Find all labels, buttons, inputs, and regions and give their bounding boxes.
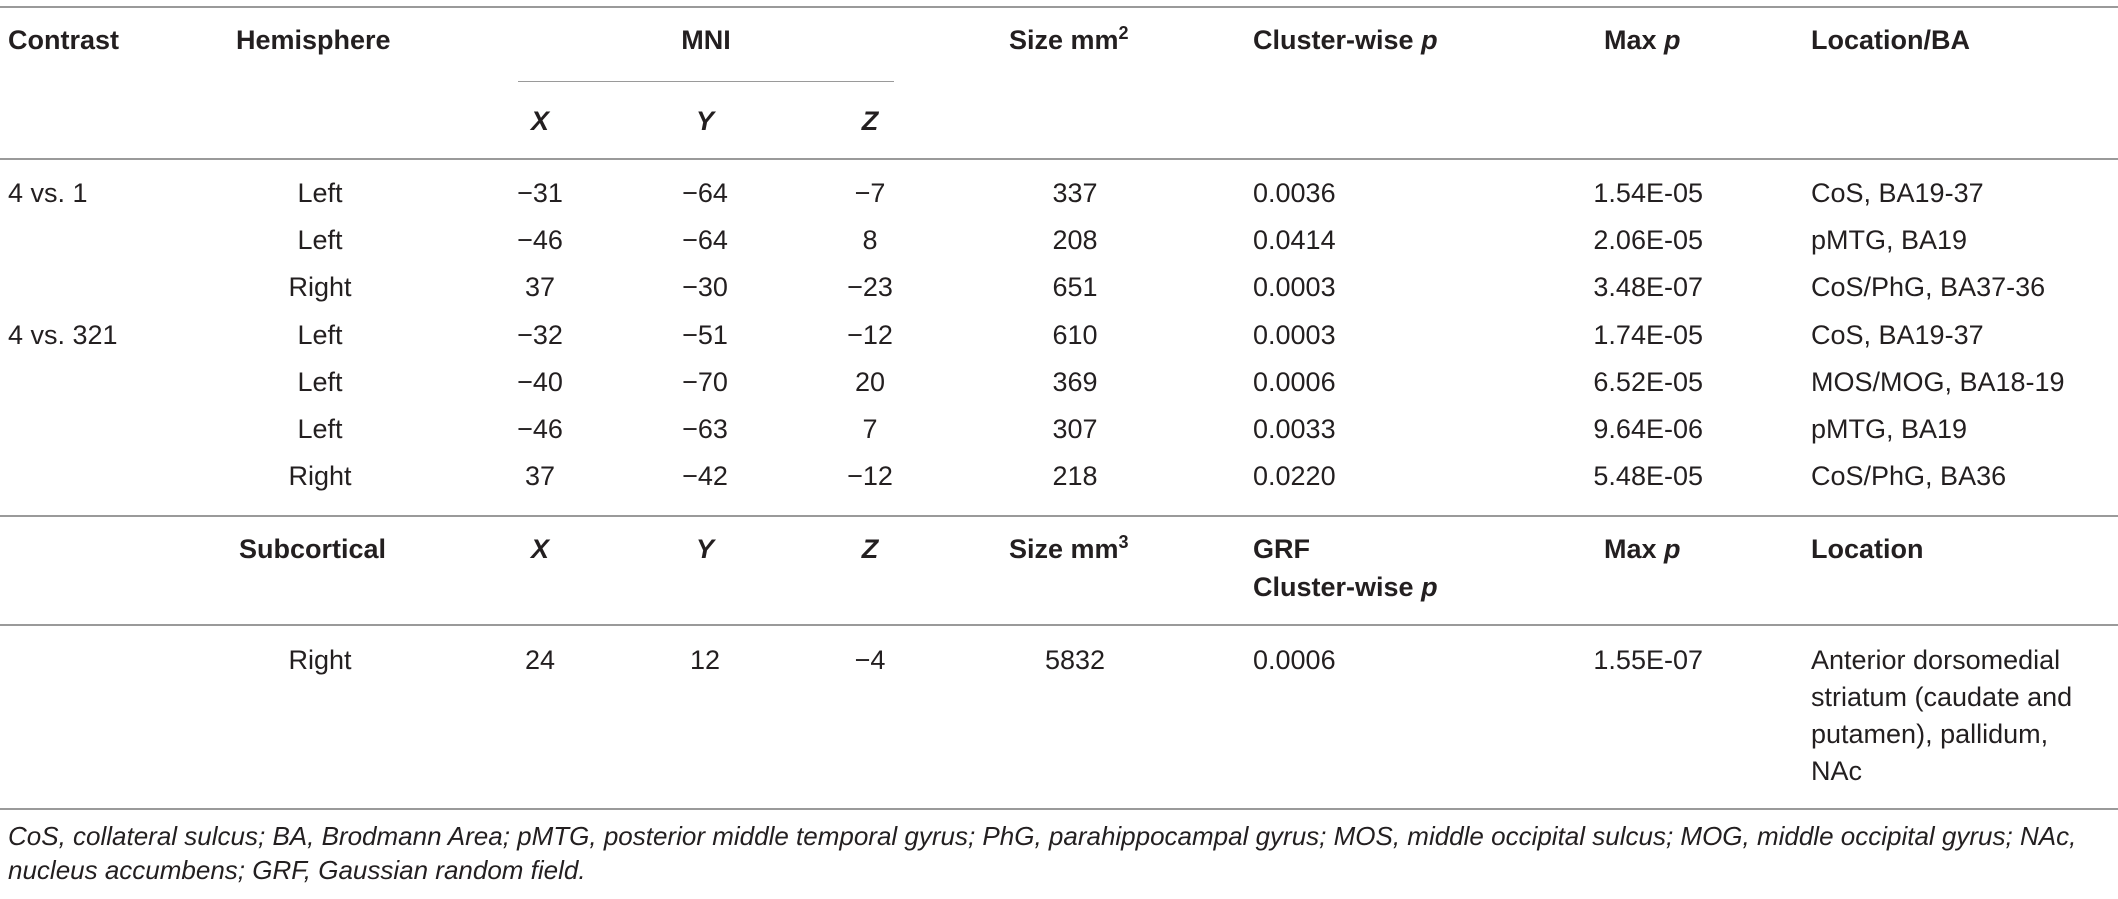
cell-hemisphere: Right xyxy=(288,272,352,302)
subheader-cluster-p xyxy=(1253,570,1438,604)
header-bottom-rule xyxy=(0,158,2118,160)
subheader-grf: GRF xyxy=(1253,534,1310,564)
subheader-cluster-p-label: Cluster-wise xyxy=(1253,572,1414,602)
header-z: Z xyxy=(861,106,879,136)
subheader-size-label: Size mm xyxy=(1009,534,1119,564)
subheader-size-sup: 3 xyxy=(1118,532,1129,552)
cell-size: 208 xyxy=(1052,225,1098,255)
cell-z: −7 xyxy=(854,178,886,208)
cell-hemisphere: Left xyxy=(297,178,343,208)
cell-location: CoS/PhG, BA37-36 xyxy=(1811,272,2046,302)
cell-y: −63 xyxy=(682,414,728,444)
cell-size: 651 xyxy=(1052,272,1098,302)
header-hemisphere: Hemisphere xyxy=(236,25,391,55)
subheader-z: Z xyxy=(861,534,879,564)
cell-z: −12 xyxy=(847,320,893,350)
header-mni: MNI xyxy=(681,25,731,55)
cell-cluster-p: 0.0003 xyxy=(1253,272,1336,302)
cell-hemisphere: Left xyxy=(297,414,343,444)
cell-z: 7 xyxy=(862,414,878,444)
subheader-x: X xyxy=(530,534,550,564)
location-line: Anterior dorsomedial xyxy=(1811,645,2061,675)
subrow-z: −4 xyxy=(854,645,886,675)
table-footnote: CoS, collateral sulcus; BA, Brodmann Area; pMTG, posterior middle temporal gyrus; PhG, parahippocampal gyrus; MOS, middle occipital sulcus; MOG, middle occipital gyrus; NAc, nucleus accumbens; GRF, Gaussian random field. xyxy=(8,821,2077,885)
header-y: Y xyxy=(695,106,715,136)
cell-cluster-p: 0.0414 xyxy=(1253,225,1336,255)
cell-y: −64 xyxy=(682,225,728,255)
cell-cluster-p: 0.0220 xyxy=(1253,461,1336,491)
subheader-size xyxy=(1009,532,1129,566)
cell-y: −30 xyxy=(682,272,728,302)
header-cluster-p xyxy=(1253,23,1438,57)
subheader-location: Location xyxy=(1811,534,1924,564)
cell-size: 369 xyxy=(1052,367,1098,397)
cell-size: 218 xyxy=(1052,461,1098,491)
cell-contrast: 4 vs. 1 xyxy=(8,178,88,208)
subheader-subcortical: Subcortical xyxy=(239,534,387,564)
location-line: putamen), pallidum, xyxy=(1811,719,2049,749)
cell-max-p: 5.48E-05 xyxy=(1593,461,1703,491)
cell-size: 307 xyxy=(1052,414,1098,444)
cell-x: −31 xyxy=(517,178,563,208)
header-max-p xyxy=(1604,23,1681,57)
cell-cluster-p: 0.0033 xyxy=(1253,414,1336,444)
cell-max-p: 6.52E-05 xyxy=(1593,367,1703,397)
cell-max-p: 1.54E-05 xyxy=(1593,178,1703,208)
subheader-max-p-label: Max xyxy=(1604,534,1657,564)
table-top-rule xyxy=(0,6,2118,8)
cell-y: −70 xyxy=(682,367,728,397)
cell-cluster-p: 0.0003 xyxy=(1253,320,1336,350)
cell-x: −32 xyxy=(517,320,563,350)
cell-x: −46 xyxy=(517,414,563,444)
cell-contrast: 4 vs. 321 xyxy=(8,320,118,350)
cell-max-p: 1.74E-05 xyxy=(1593,320,1703,350)
cell-z: −12 xyxy=(847,461,893,491)
subrow-hemisphere: Right xyxy=(288,645,352,675)
cell-size: 610 xyxy=(1052,320,1098,350)
header-size-sup: 2 xyxy=(1118,23,1129,43)
header-max-p-label: Max xyxy=(1604,25,1657,55)
cell-z: −23 xyxy=(847,272,893,302)
cell-y: −51 xyxy=(682,320,728,350)
header-cluster-p-label: Cluster-wise xyxy=(1253,25,1414,55)
cell-max-p: 9.64E-06 xyxy=(1593,414,1703,444)
header-location: Location/BA xyxy=(1811,25,1970,55)
cell-x: 37 xyxy=(524,272,556,302)
header-max-p-letter: p xyxy=(1664,25,1681,55)
subrow-x: 24 xyxy=(524,645,556,675)
cell-location: CoS, BA19-37 xyxy=(1811,320,1984,350)
location-line: striatum (caudate and xyxy=(1811,682,2073,712)
cell-y: −42 xyxy=(682,461,728,491)
subrow-size: 5832 xyxy=(1044,645,1106,675)
location-line: NAc xyxy=(1811,756,1863,786)
header-size-label: Size mm xyxy=(1009,25,1119,55)
section-divider-rule xyxy=(0,515,2118,517)
cell-max-p: 3.48E-07 xyxy=(1593,272,1703,302)
cell-location: pMTG, BA19 xyxy=(1811,414,1968,444)
cell-z: 20 xyxy=(854,367,886,397)
subheader-y: Y xyxy=(695,534,715,564)
cell-hemisphere: Right xyxy=(288,461,352,491)
cell-x: −40 xyxy=(517,367,563,397)
table-bottom-rule xyxy=(0,808,2118,810)
header-x: X xyxy=(530,106,550,136)
header-contrast: Contrast xyxy=(8,25,120,55)
cell-location: MOS/MOG, BA18-19 xyxy=(1811,367,2065,397)
cell-cluster-p: 0.0006 xyxy=(1253,367,1336,397)
cell-hemisphere: Left xyxy=(297,320,343,350)
cell-location: CoS/PhG, BA36 xyxy=(1811,461,2007,491)
subrow-y: 12 xyxy=(689,645,721,675)
mni-underline xyxy=(518,81,894,82)
subrow-cluster-p: 0.0006 xyxy=(1253,645,1336,675)
subheader-bottom-rule xyxy=(0,624,2118,626)
cell-y: −64 xyxy=(682,178,728,208)
cell-location: CoS, BA19-37 xyxy=(1811,178,1984,208)
cell-hemisphere: Left xyxy=(297,225,343,255)
header-size xyxy=(1009,23,1129,57)
cell-max-p: 2.06E-05 xyxy=(1593,225,1703,255)
subheader-max-p xyxy=(1604,532,1681,566)
cell-hemisphere: Left xyxy=(297,367,343,397)
subheader-max-p-letter: p xyxy=(1664,534,1681,564)
cell-size: 337 xyxy=(1052,178,1098,208)
cell-location: pMTG, BA19 xyxy=(1811,225,1968,255)
cell-x: 37 xyxy=(524,461,556,491)
header-cluster-p-letter: p xyxy=(1421,25,1438,55)
cell-z: 8 xyxy=(862,225,878,255)
cell-x: −46 xyxy=(517,225,563,255)
cell-cluster-p: 0.0036 xyxy=(1253,178,1336,208)
subheader-cluster-p-letter: p xyxy=(1421,572,1438,602)
subrow-max-p: 1.55E-07 xyxy=(1593,645,1703,675)
